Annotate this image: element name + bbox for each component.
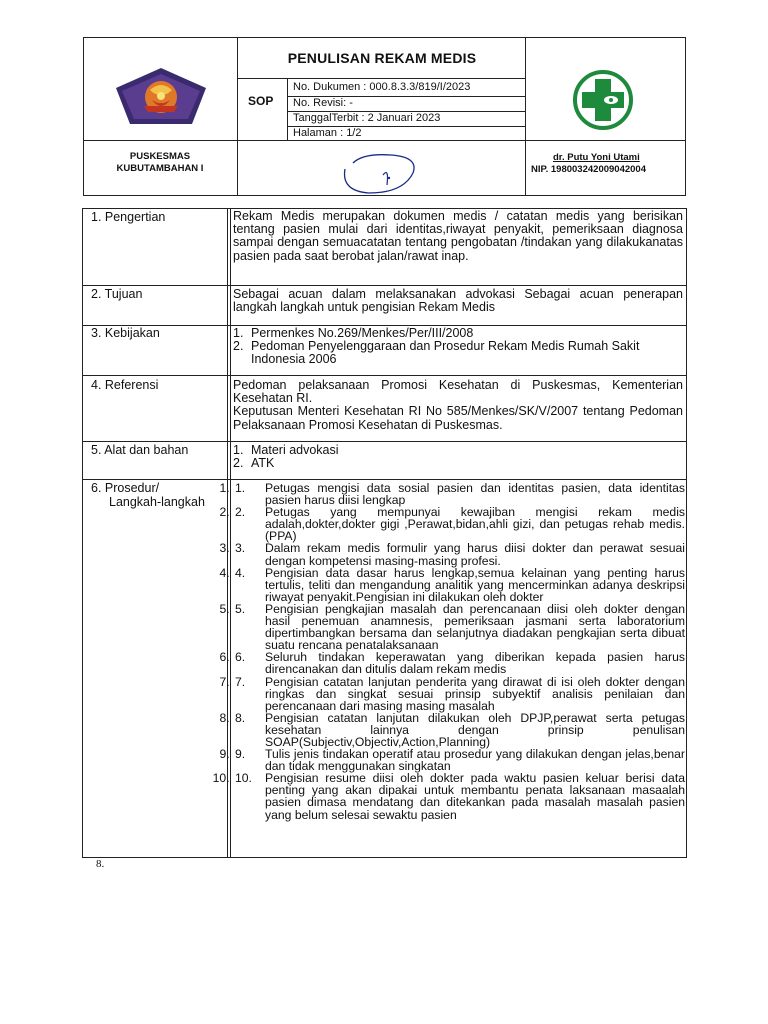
signer-block <box>531 152 646 176</box>
alat-list <box>233 444 683 470</box>
list-number: 2. <box>233 339 244 354</box>
header-divider <box>84 140 685 141</box>
list-item <box>233 748 685 772</box>
row-divider <box>83 479 686 480</box>
list-item <box>233 772 685 820</box>
list-number: 1. <box>233 326 244 340</box>
label-line: 6. Prosedur/ <box>91 481 160 495</box>
list-item <box>233 712 685 748</box>
list-item <box>233 651 685 675</box>
section-label-alat: 5. Alat dan bahan <box>91 443 189 457</box>
list-item <box>233 676 685 712</box>
list-number: 8. 8. <box>235 710 246 725</box>
organization-line: PUSKESMAS <box>129 151 191 162</box>
list-text: Pengisian catatan lanjutan penderita yang dirawat di isi oleh dokter dengan ringkas dan singkat sesuai prinsip subyektif analisis penilaian dan perencanaan dari masing masing masalah <box>265 674 685 713</box>
list-text: ATK <box>251 456 275 471</box>
list-number: 5. 5. <box>235 601 246 616</box>
list-item <box>233 542 685 566</box>
section-label-kebijakan: 3. Kebijakan <box>91 326 160 340</box>
header-divider <box>237 78 525 79</box>
list-item <box>233 444 683 457</box>
document-title: PENULISAN REKAM MEDIS <box>287 50 477 66</box>
signer-nip: NIP. 198003242009042004 <box>531 164 646 175</box>
signature-image <box>339 149 421 197</box>
list-text: Dalam rekam medis formulir yang harus diisi dokter dan perawat sesuai dengan kompetensi masing-masing profesi. <box>265 541 685 568</box>
sop-content-table <box>82 208 687 858</box>
list-item <box>233 457 683 470</box>
list-number: 9. 9. <box>235 747 246 762</box>
list-text: Pengisian data dasar harus lengkap,semua kelainan yang penting harus tertulis, teliti dan mengandung analitik yang mencerminkan adanya deskripsi riwayat penyakit.Pengisian ini dilakukan oleh dokter <box>265 565 685 604</box>
list-text: Seluruh tindakan keperawatan yang diberikan kepada pasien harus direncanakan dan ditulis dalam rekam medis <box>265 650 685 677</box>
issue-date: TanggalTerbit : 2 Januari 2023 <box>293 112 441 124</box>
section-label-prosedur <box>91 482 205 509</box>
list-item <box>233 506 685 542</box>
label-line: Langkah-langkah <box>109 494 205 509</box>
kebijakan-list <box>233 327 683 367</box>
revision-number: No. Revisi: - <box>293 97 353 109</box>
list-number: 2. <box>233 456 244 471</box>
organization-line: KUBUTAMBAHAN I <box>116 163 204 174</box>
list-number: 2. 2. <box>235 505 246 520</box>
sop-header <box>83 37 686 196</box>
section-label-pengertian: 1. Pengertian <box>91 210 166 224</box>
document-number: No. Dukumen : 000.8.3.3/819/I/2023 <box>293 81 471 93</box>
prosedur-list <box>233 482 685 821</box>
signer-name: dr. Putu Yoni Utami <box>553 152 640 163</box>
section-text-pengertian: Rekam Medis merupakan dokumen medis / catatan medis yang berisikan tentang pasien mulai dari identitas,riwayat penyakit, pemeriksaan diagnosa sampai dengan semuacatatan tentang pengobatan /tindakan yang dilakukanatas pasien pada saat berobat jalan/rawat inap. <box>233 209 683 263</box>
list-text: Pengisian resume diisi oleh dokter pada waktu pasien keluar berisi data penting yang akan dipakai untuk membantu penata laksanaan masaalah pasien dimasa mendatang dan ditekankan pada masalah masalah pasien yang belum selesai sewaktu pasien <box>265 771 685 822</box>
list-number: 1. <box>233 443 244 457</box>
list-text: Pedoman Penyelenggaraan dan Prosedur Rekam Medis Rumah Sakit Indonesia 2006 <box>251 339 640 367</box>
reference-entry: Pedoman pelaksanaan Promosi Kesehatan di Puskesmas, Kementerian Kesehatan RI. <box>233 378 683 406</box>
header-divider <box>287 78 288 140</box>
row-divider <box>83 441 686 442</box>
regency-emblem-icon <box>114 66 208 126</box>
list-text: Tulis jenis tindakan operatif atau prosedur yang dilakukan dengan jelas,benar dan tidak menggunakan singkatan <box>265 747 685 774</box>
list-item <box>233 482 685 506</box>
list-text: Materi advokasi <box>251 443 339 457</box>
page-number: Halaman : 1/2 <box>293 127 362 139</box>
row-divider <box>83 285 686 286</box>
list-text: Pengisian pengkajian masalah dan perencanaan diisi oleh dokter dengan hasil penemuan anamnesis, pemeriksaan jasmani serta laboratorium dipertimbangkan bersama dan selanjutnya diadakan pengkajian serta dibuat suatu rencana penatalaksanaan <box>265 601 685 653</box>
list-item <box>233 603 685 651</box>
section-label-referensi: 4. Referensi <box>91 378 159 392</box>
list-text: Pengisian catatan lanjutan dilakukan oleh DPJP,perawat serta petugas kesehatan lainnya dengan prinsip penulisan SOAP(Subjectiv,Objectiv,Action,Planning) <box>265 710 685 749</box>
list-number: 4. 4. <box>235 565 246 580</box>
list-number: 10. 10. <box>235 771 252 786</box>
list-text: Petugas mengisi data sosial pasien dan identitas pasien, data identitas pasien harus diisi lengkap <box>265 481 685 508</box>
list-number: 1. 1. <box>235 481 246 495</box>
section-label-tujuan: 2. Tujuan <box>91 287 143 301</box>
header-divider <box>525 38 526 195</box>
footer-note: 8. <box>96 858 105 870</box>
section-text-referensi <box>233 379 683 432</box>
list-text: Permenkes No.269/Menkes/Per/III/2008 <box>251 326 474 340</box>
list-number: 7. 7. <box>235 674 246 689</box>
puskesmas-logo-icon <box>571 70 635 130</box>
list-number: 3. 3. <box>235 541 246 556</box>
list-item <box>233 340 683 366</box>
list-item <box>233 567 685 603</box>
section-text-tujuan: Sebagai acuan dalam melaksanakan advokasi Sebagai acuan penerapan langkah langkah untuk pengisian Rekam Medis <box>233 287 683 315</box>
list-number: 6. 6. <box>235 650 246 665</box>
sop-label: SOP <box>248 94 274 108</box>
header-divider <box>237 38 238 195</box>
row-divider <box>83 375 686 376</box>
organization-name <box>84 151 236 175</box>
reference-entry: Keputusan Menteri Kesehatan RI No 585/Menkes/SK/V/2007 tentang Pedoman Pelaksanaan Promosi Kesehatan di Puskesmas. <box>233 404 683 432</box>
list-text: Petugas yang mempunyai kewajiban mengisi rekam medis adalah,dokter,dokter gigi ,Perawat,bidan,ahli gizi, dan petugas rehab medis. (PPA) <box>265 505 685 544</box>
